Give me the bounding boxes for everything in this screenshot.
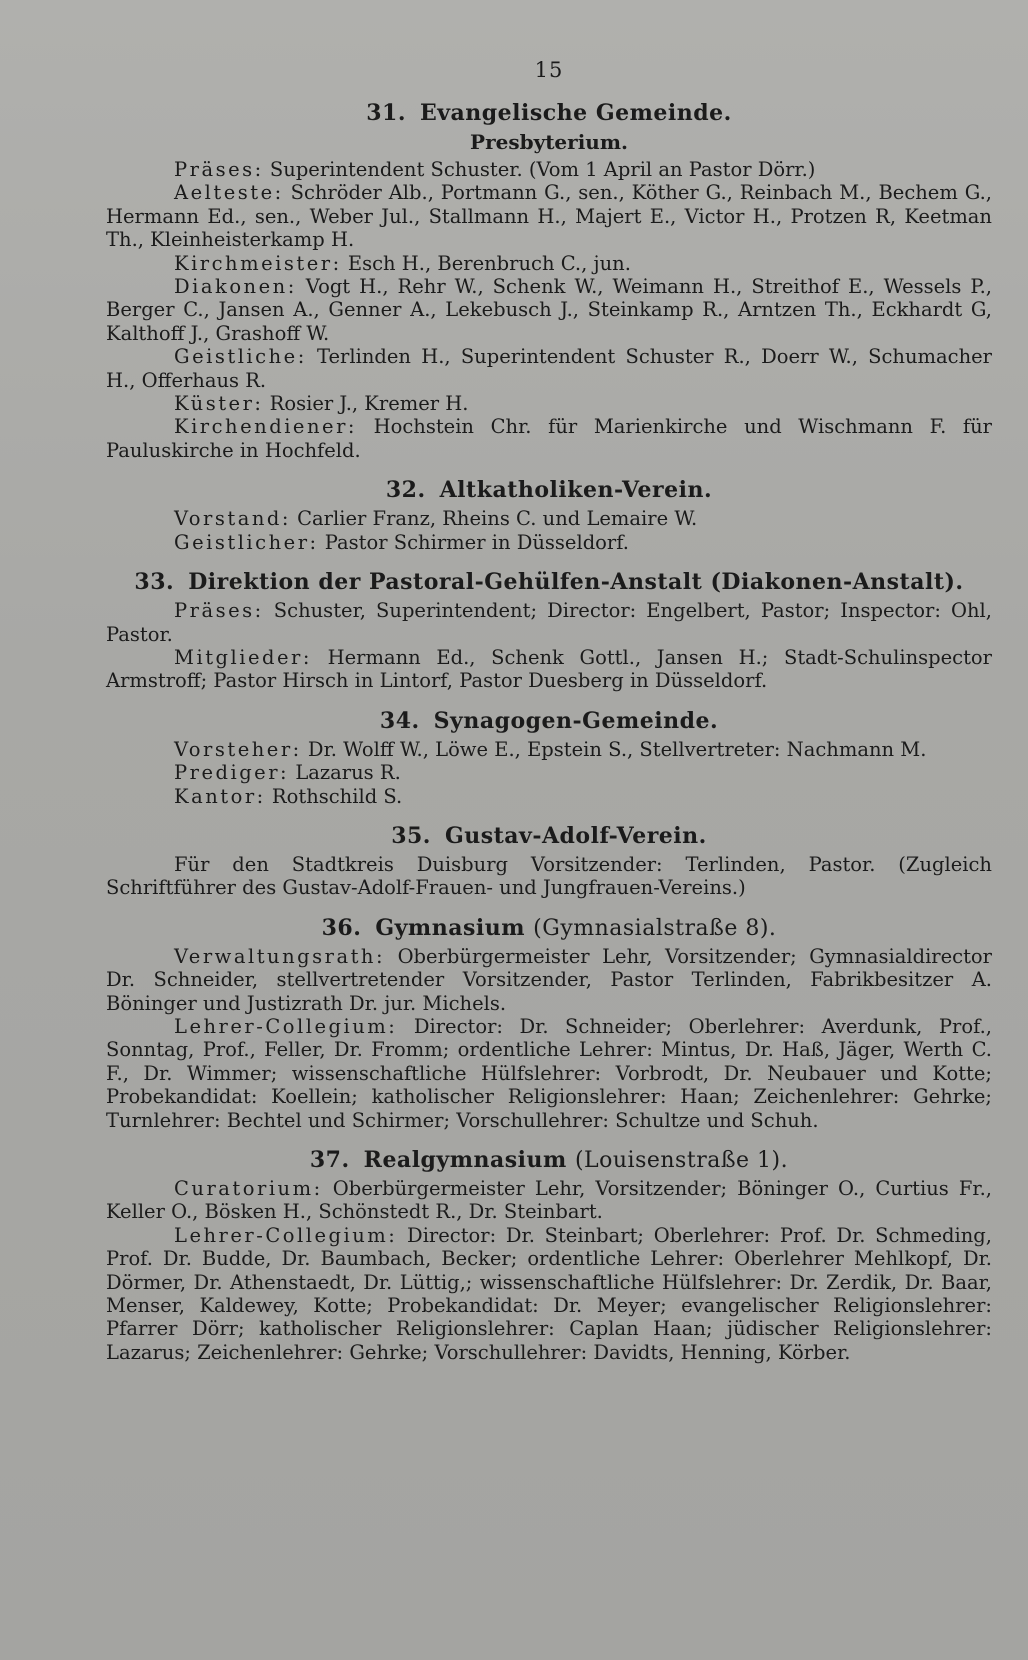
section-address: (Gymnasialstraße 8).: [533, 915, 777, 941]
section-synagogen-gemeinde: [106, 708, 992, 808]
entry-text: Hermann Ed., Schenk Gottl., Jansen H.; Stadt-Schulinspector Armstroff; Pastor Hirsch in Lintorf, Pastor Duesberg in Düsseldorf.: [106, 645, 992, 693]
entry-praeses: [106, 158, 992, 181]
section-number: 34.: [379, 707, 420, 734]
entry-label: Mitglieder:: [174, 645, 312, 669]
entry-label: Lehrer-Collegium:: [174, 1014, 398, 1038]
section-title: [106, 708, 992, 734]
entry-label: Verwaltungsrath:: [174, 944, 386, 968]
entry-kantor: [106, 785, 992, 808]
section-gap: [106, 462, 992, 477]
section-heading: Realgymnasium: [363, 1147, 567, 1173]
section-gap: [106, 554, 992, 569]
entry-label: Kantor:: [174, 784, 266, 808]
section-address: (Louisenstraße 1).: [574, 1148, 789, 1173]
entry-kirchendiener: [106, 415, 992, 462]
section-realgymnasium: [106, 1147, 992, 1364]
entry-label: Prediger:: [174, 761, 290, 785]
entry-text: Oberbürgermeister Lehr, Vorsitzender; Gymnasialdirector Dr. Schneider, stellvertretender Vorsitzender, Pastor Terlinden, Fabrikbesitzer A. Böninger und Justizrath Dr. jur. Michels.: [106, 944, 992, 1015]
section-number: 33.: [134, 569, 175, 596]
entry-label: Vorsteher:: [174, 737, 302, 761]
entry-text: Superintendent Schuster. (Vom 1 April an Pastor Dörr.): [263, 158, 816, 181]
entry-text: Schröder Alb., Portmann G., sen., Köther G., Reinbach M., Bechem G., Hermann Ed., sen., Weber Jul., Stallmann H., Majert E., Victor H., Protzen R, Keetman Th., Kleinheisterkamp H.: [106, 181, 992, 252]
entry-text: Terlinden H., Superintendent Schuster R., Doerr W., Schumacher H., Offerhaus R.: [106, 345, 992, 392]
entry-label: Kirchmeister:: [174, 251, 342, 275]
entry-mitglieder: [106, 646, 992, 693]
entry-lehrer-collegium: [106, 1224, 992, 1364]
entry-text: Director: Dr. Schneider; Oberlehrer: Averdunk, Prof., Sonntag, Prof., Feller, Dr. Fromm; ordentliche Lehrer: Mintus, Dr. Haß, Jäger, Werth C. F., Dr. Wimmer; wissenschaftliche Hülfslehrer: Vorbrodt, Dr. Neubauer und Kotte; Probekandidat: Koellein; katholischer Religionslehrer: Haan; Zeichenlehrer: Gehrke; Turnlehrer: Bechtel und Schirmer; Vorschullehrer: Schultze und Schuh.: [106, 1014, 992, 1132]
section-gap: [106, 693, 992, 708]
entry-label: Curatorium:: [174, 1177, 323, 1200]
entry-lehrer-collegium: [106, 1015, 992, 1132]
section-heading: Gustav-Adolf-Verein.: [444, 822, 707, 849]
section-gymnasium: [106, 915, 992, 1132]
entry-label: Lehrer-Collegium:: [174, 1223, 398, 1247]
entry-label: Vorstand:: [174, 507, 291, 531]
section-number: 35.: [391, 822, 431, 849]
section-number: 36.: [321, 914, 362, 941]
section-number: 31.: [366, 100, 406, 126]
entry-text: Rothschild S.: [265, 784, 403, 808]
entry-stadtkreis: [106, 853, 992, 900]
entry-label: Aelteste:: [174, 181, 284, 205]
section-title: [106, 1147, 992, 1173]
section-title: [106, 823, 992, 849]
section-direktion-pastoral: [106, 569, 992, 693]
entry-text: Director: Dr. Steinbart; Oberlehrer: Prof. Dr. Schmeding, Prof. Dr. Budde, Dr. Baumbach, Becker; ordentliche Lehrer: Oberlehrer Mehlkopf, Dr. Dörmer, Dr. Athenstaedt, Dr. Lüttig,; wissenschaftliche Hülfslehrer: Dr. Zerdik, Dr. Baar, Menser, Kaldewey, Kotte; Probekandidat: Dr. Meyer; evangelischer Religionslehrer: Pfarrer Dörr; katholischer Religionslehrer: Caplan Haan; jüdischer Religionslehrer: Lazarus; Zeichenlehrer: Gehrke; Vorschullehrer: Davidts, Henning, Körber.: [106, 1223, 992, 1364]
section-gap: [106, 900, 992, 915]
entry-vorstand: [106, 507, 992, 530]
entry-vorsteher: [106, 738, 992, 761]
entry-text: Für den Stadtkreis Duisburg Vorsitzender: Terlinden, Pastor. (Zugleich Schriftführer des Gustav-Adolf-Frauen- und Jungfrauen-Vereins.): [106, 852, 992, 900]
entry-geistliche: [106, 345, 992, 392]
section-gustav-adolf-verein: [106, 823, 992, 900]
entry-label: Küster:: [174, 392, 264, 416]
section-altkatholiken-verein: [106, 477, 992, 554]
entry-text: Schuster, Superintendent; Director: Engelbert, Pastor; Inspector: Ohl, Pastor.: [106, 599, 992, 646]
section-heading: Gymnasium: [375, 914, 525, 941]
section-gap: [106, 1132, 992, 1147]
entry-praeses: [106, 599, 992, 646]
section-gap: [106, 808, 992, 823]
entry-prediger: [106, 761, 992, 784]
entry-text: Pastor Schirmer in Düsseldorf.: [318, 530, 629, 554]
section-heading: Direktion der Pastoral-Gehülfen-Anstalt (Diakonen-Anstalt).: [188, 569, 964, 596]
section-subtitle: Presbyterium.: [470, 130, 628, 154]
entry-label: Kirchendiener:: [174, 415, 357, 439]
entry-text: Dr. Wolff W., Löwe E., Epstein S., Stellvertreter: Nachmann M.: [301, 737, 927, 761]
entry-verwaltungsrath: [106, 945, 992, 1015]
section-heading: Evangelische Gemeinde.: [420, 100, 732, 126]
entry-text: Hochstein Chr. für Marienkirche und Wischmann F. für Pauluskirche in Hochfeld.: [106, 415, 992, 462]
entry-kuester: [106, 392, 992, 415]
entry-text: Oberbürgermeister Lehr, Vorsitzender; Böninger O., Curtius Fr., Keller O., Bösken H., Schönstedt R., Dr. Steinbart.: [106, 1177, 992, 1224]
entry-geistlicher: [106, 531, 992, 554]
entry-text: Lazarus R.: [289, 761, 401, 785]
entry-label: Diakonen:: [174, 275, 297, 299]
entry-text: Esch H., Berenbruch C., jun.: [341, 251, 631, 275]
entry-label: Geistlicher:: [174, 530, 319, 554]
entry-label: Geistliche:: [174, 345, 307, 369]
entry-aelteste: [106, 181, 992, 251]
entry-text: Carlier Franz, Rheins C. und Lemaire W.: [290, 507, 698, 531]
entry-text: Vogt H., Rehr W., Schenk W., Weimann H., Streithof E., Wessels P., Berger C., Jansen A., Genner A., Lekebusch J., Steinkamp R., Arntzen Th., Eckhardt G, Kalthoff J., Grashoff W.: [106, 275, 992, 345]
page-number: 15: [534, 58, 564, 82]
entry-curatorium: [106, 1177, 992, 1224]
section-number: 37.: [309, 1147, 350, 1173]
section-number: 32.: [385, 477, 426, 504]
section-title: [106, 477, 992, 503]
section-title: [106, 915, 992, 941]
entry-label: Präses:: [174, 599, 264, 623]
section-heading: Synagogen-Gemeinde.: [433, 707, 719, 734]
entry-kirchmeister: [106, 252, 992, 275]
section-title: [106, 100, 992, 126]
section-title: [106, 569, 992, 595]
entry-text: Rosier J., Kremer H.: [263, 392, 469, 416]
entry-diakonen: [106, 275, 992, 345]
entry-label: Präses:: [174, 158, 264, 181]
section-heading: Altkatholiken-Verein.: [439, 477, 713, 504]
section-evangelische-gemeinde: [106, 100, 992, 462]
